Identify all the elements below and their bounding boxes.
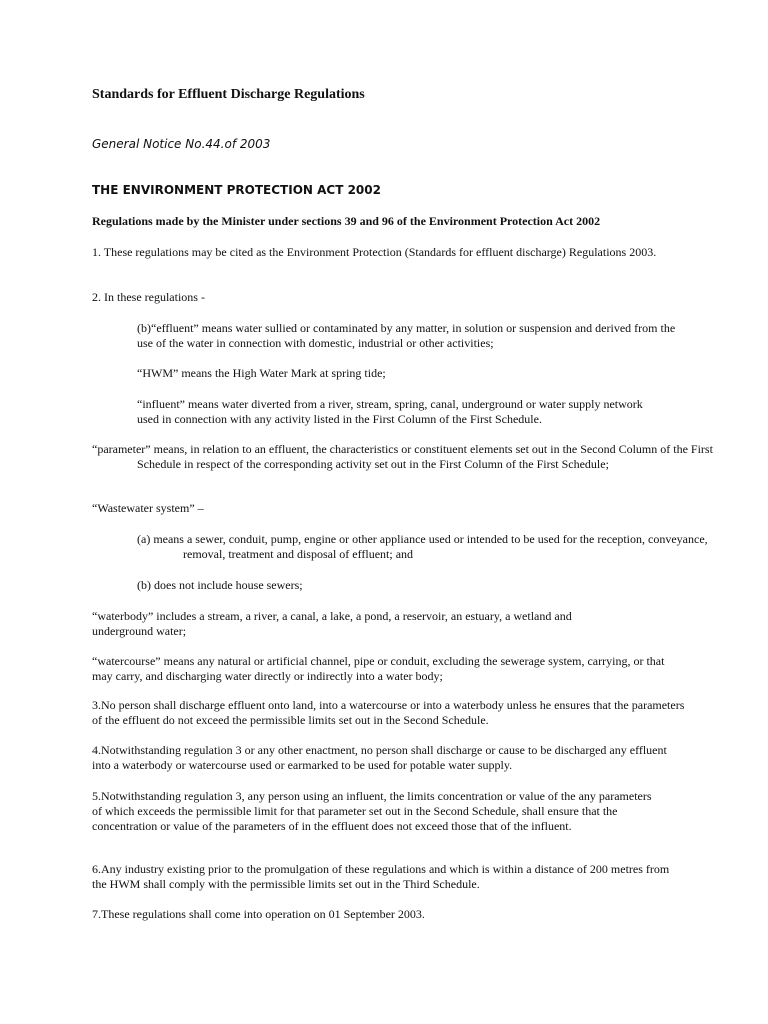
paragraph-1: 1. These regulations may be cited as the Environment Protection (Standards for effluent discharge) Regulations 2003. bbox=[92, 245, 657, 259]
document-title: Standards for Effluent Discharge Regulations bbox=[92, 87, 365, 102]
paragraph-6: 6.Any industry existing prior to the promulgation of these regulations and which is within a distance of 200 metres from the HWM shall comply with the permissible limits set out in the Third Schedule. bbox=[92, 862, 670, 891]
definition-influent: “influent” means water diverted from a river, stream, spring, canal, underground or water supply network used in connection with any activity listed in the First Column of the First Schedule. bbox=[137, 397, 643, 426]
definition-watercourse: “watercourse” means any natural or artificial channel, pipe or conduit, excluding the sewerage system, carrying, or that may carry, and discharging water directly or indirectly into a water body; bbox=[92, 654, 665, 683]
general-notice: General Notice No.44.of 2003 bbox=[92, 137, 271, 151]
definition-parameter: “parameter” means, in relation to an effluent, the characteristics or constituent elements set out in the Second Column of the First Schedule in respect of the corresponding activity set out in the First Column of the First Schedule; bbox=[92, 442, 713, 471]
paragraph-4: 4.Notwithstanding regulation 3 or any other enactment, no person shall discharge or cause to be discharged any effluent into a waterbody or watercourse used or earmarked to be used for potable water supply. bbox=[92, 743, 667, 772]
definition-wastewater-system: “Wastewater system” – bbox=[92, 501, 204, 515]
definition-wastewater-a: (a) means a sewer, conduit, pump, engine or other appliance used or intended to be used for the reception, conveyance, removal, treatment and disposal of effluent; and bbox=[137, 532, 708, 561]
paragraph-5: 5.Notwithstanding regulation 3, any person using an influent, the limits concentration or value of the any parameters of which exceeds the permissible limit for that parameter set out in the Second Schedule, shall ensure that the concentration or value of the parameters of in the effluent does not exceed those that of the influent. bbox=[92, 789, 652, 833]
regulations-made-by: Regulations made by the Minister under sections 39 and 96 of the Environment Protection Act 2002 bbox=[92, 214, 601, 228]
paragraph-2: 2. In these regulations - bbox=[92, 290, 205, 304]
definition-wastewater-b: (b) does not include house sewers; bbox=[137, 578, 303, 592]
paragraph-7: 7.These regulations shall come into operation on 01 September 2003. bbox=[92, 907, 425, 921]
definition-hwm: “HWM” means the High Water Mark at spring tide; bbox=[137, 366, 386, 380]
act-heading: THE ENVIRONMENT PROTECTION ACT 2002 bbox=[92, 183, 381, 197]
paragraph-3: 3.No person shall discharge effluent onto land, into a watercourse or into a waterbody unless he ensures that the parameters of the effluent do not exceed the permissible limits set out in the Second Schedule. bbox=[92, 698, 685, 727]
definition-waterbody: “waterbody” includes a stream, a river, a canal, a lake, a pond, a reservoir, an estuary, a wetland and underground water; bbox=[92, 609, 572, 638]
definition-effluent: (b)“effluent” means water sullied or contaminated by any matter, in solution or suspension and derived from the use of the water in connection with domestic, industrial or other activities; bbox=[137, 321, 676, 350]
